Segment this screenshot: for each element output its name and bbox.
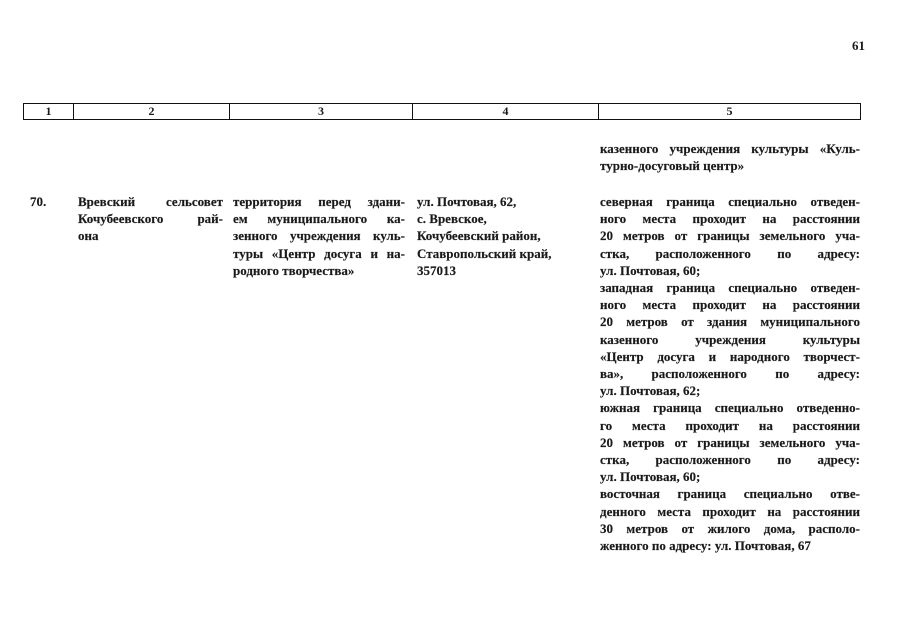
text-line: 30 метров от жилого дома, располо- [600,520,860,536]
text-line: ул. Почтовая, 60; [600,469,701,485]
text-line: 20 метров от здания муниципального [600,314,860,330]
text-line: ного места проходит на расстоянии [600,211,860,227]
text-line: 20 метров от границы земельного уча- [600,228,860,244]
column-header-2: 2 [74,104,230,119]
text-line: западная граница специально отведен- [600,280,860,296]
text-line: родного творчества» [233,262,355,278]
text-line: с. Вревское, [417,211,487,227]
page-number: 61 [852,38,865,53]
text-line: ул. Почтовая, 60; [600,262,701,278]
text-line: туры «Центр досуга и на- [233,245,405,261]
table-column-header [23,103,861,120]
row-number: 70. [30,194,47,209]
text-line: северная граница специально отведен- [600,194,860,209]
text-line: «Центр досуга и народного творчест- [600,348,860,364]
text-line: южная граница специально отведенно- [600,400,860,416]
column-header-3: 3 [230,104,413,119]
text-line: территория перед здани- [233,194,405,209]
text-line: восточная граница специально отве- [600,486,860,502]
text-line: казенного учреждения культуры [600,331,860,347]
text-line: 20 метров от границы земельного уча- [600,434,860,450]
column-header-5: 5 [726,104,733,118]
text-line: Ставропольский край, [417,245,552,261]
text-line: ем муниципального ка- [233,211,405,227]
address [417,193,582,279]
text-line: зенного учреждения куль- [233,228,405,244]
text-line: 357013 [417,262,456,278]
text-line: ного места проходит на расстоянии [600,297,860,313]
text-line: денного места проходит на расстоянии [600,503,860,519]
territory-description [233,193,405,279]
column-header-4: 4 [413,104,599,119]
text-line: женного по адресу: ул. Почтовая, 67 [600,538,811,554]
text-line: го места проходит на расстоянии [600,417,860,433]
text-line: стка, расположенного по адресу: [600,452,860,468]
text-line: стка, расположенного по адресу: [600,245,860,261]
column-header-1: 1 [24,104,74,119]
text-line: Вревский сельсовет [78,194,223,209]
text-line: она [78,228,99,244]
text-line: ул. Почтовая, 62; [600,383,701,399]
border-description [600,193,860,554]
text-line: Кочубеевский район, [417,228,541,244]
settlement-name [78,193,223,245]
continuation-text [600,140,860,174]
text-line: ва», расположенного по адресу: [600,366,860,382]
text-line: турно-досуговый центр» [600,158,745,174]
text-line: Кочубеевского рай- [78,211,223,227]
text-line: ул. Почтовая, 62, [417,194,517,209]
text-line: казенного учреждения культуры «Куль- [600,141,860,156]
